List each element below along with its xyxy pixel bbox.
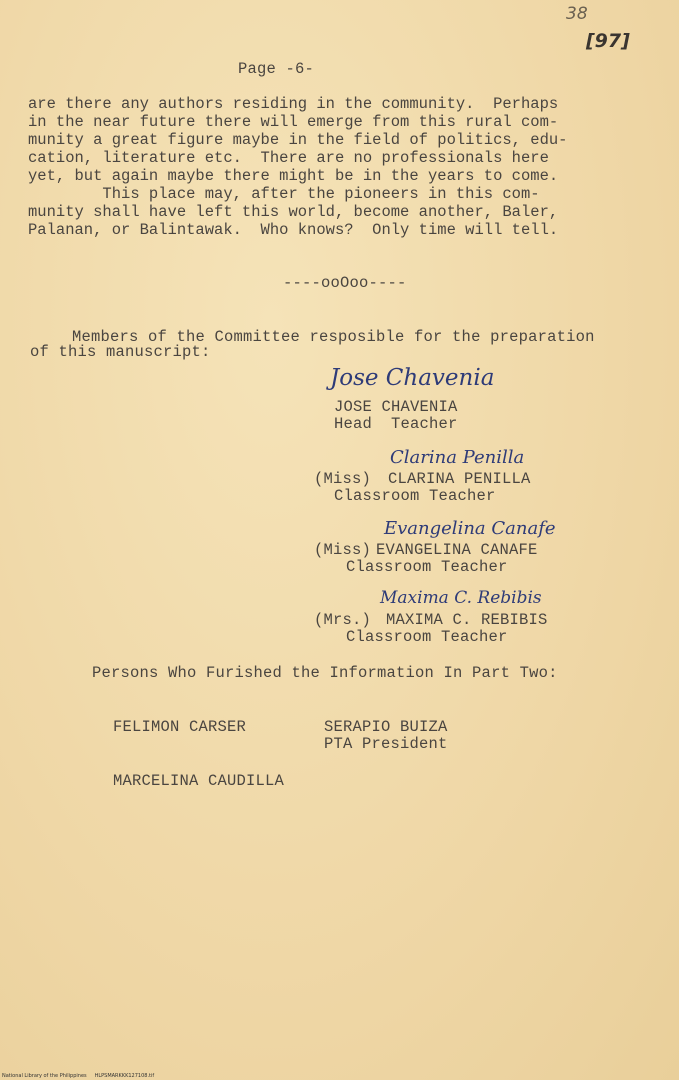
pencil-page-number: 38: [566, 4, 588, 24]
member-title: Classroom Teacher: [346, 628, 508, 646]
scan-footer: National Library of the Philippines HLPSMARKKK127108.tif: [2, 1073, 155, 1079]
pencil-bracket-number: [97]: [586, 30, 630, 52]
member-prefix: (Mrs.): [314, 611, 372, 629]
body-line: munity shall have left this world, become another, Baler,: [28, 203, 559, 221]
body-line: in the near future there will emerge from this rural com-: [28, 113, 559, 131]
member-name: JOSE CHAVENIA: [334, 398, 458, 416]
body-line: yet, but again maybe there might be in the years to come.: [28, 167, 559, 185]
member-title: Classroom Teacher: [334, 487, 496, 505]
informant-name: FELIMON CARSER: [113, 718, 247, 736]
member-name: EVANGELINA CANAFE: [376, 541, 538, 559]
signature: Clarina Penilla: [390, 447, 525, 468]
section-separator: ----ooOoo----: [283, 274, 407, 292]
informants-heading: Persons Who Furished the Information In Part Two:: [92, 664, 558, 682]
member-prefix: (Miss): [314, 541, 372, 559]
member-title: Head Teacher: [334, 415, 458, 433]
page-header: Page -6-: [238, 60, 315, 78]
member-title: Classroom Teacher: [346, 558, 508, 576]
signature: Jose Chavenia: [330, 365, 495, 391]
member-name: CLARINA PENILLA: [388, 470, 531, 488]
member-name: MAXIMA C. REBIBIS: [386, 611, 548, 629]
committee-intro-line: of this manuscript:: [30, 343, 211, 361]
body-line: Palanan, or Balintawak. Who knows? Only time will tell.: [28, 221, 559, 239]
body-line: are there any authors residing in the community. Perhaps: [28, 95, 559, 113]
body-line: This place may, after the pioneers in this com-: [28, 185, 540, 203]
informant-name: MARCELINA CAUDILLA: [113, 772, 285, 790]
signature: Maxima C. Rebibis: [380, 588, 542, 608]
signature: Evangelina Canafe: [384, 518, 556, 539]
informant-role: PTA President: [324, 735, 448, 753]
body-line: munity a great figure maybe in the field of politics, edu-: [28, 131, 568, 149]
informant-name: SERAPIO BUIZA: [324, 718, 448, 736]
member-prefix: (Miss): [314, 470, 372, 488]
body-line: cation, literature etc. There are no professionals here: [28, 149, 549, 167]
committee-intro-line: Members of the Committee resposible for the preparation: [72, 328, 595, 346]
